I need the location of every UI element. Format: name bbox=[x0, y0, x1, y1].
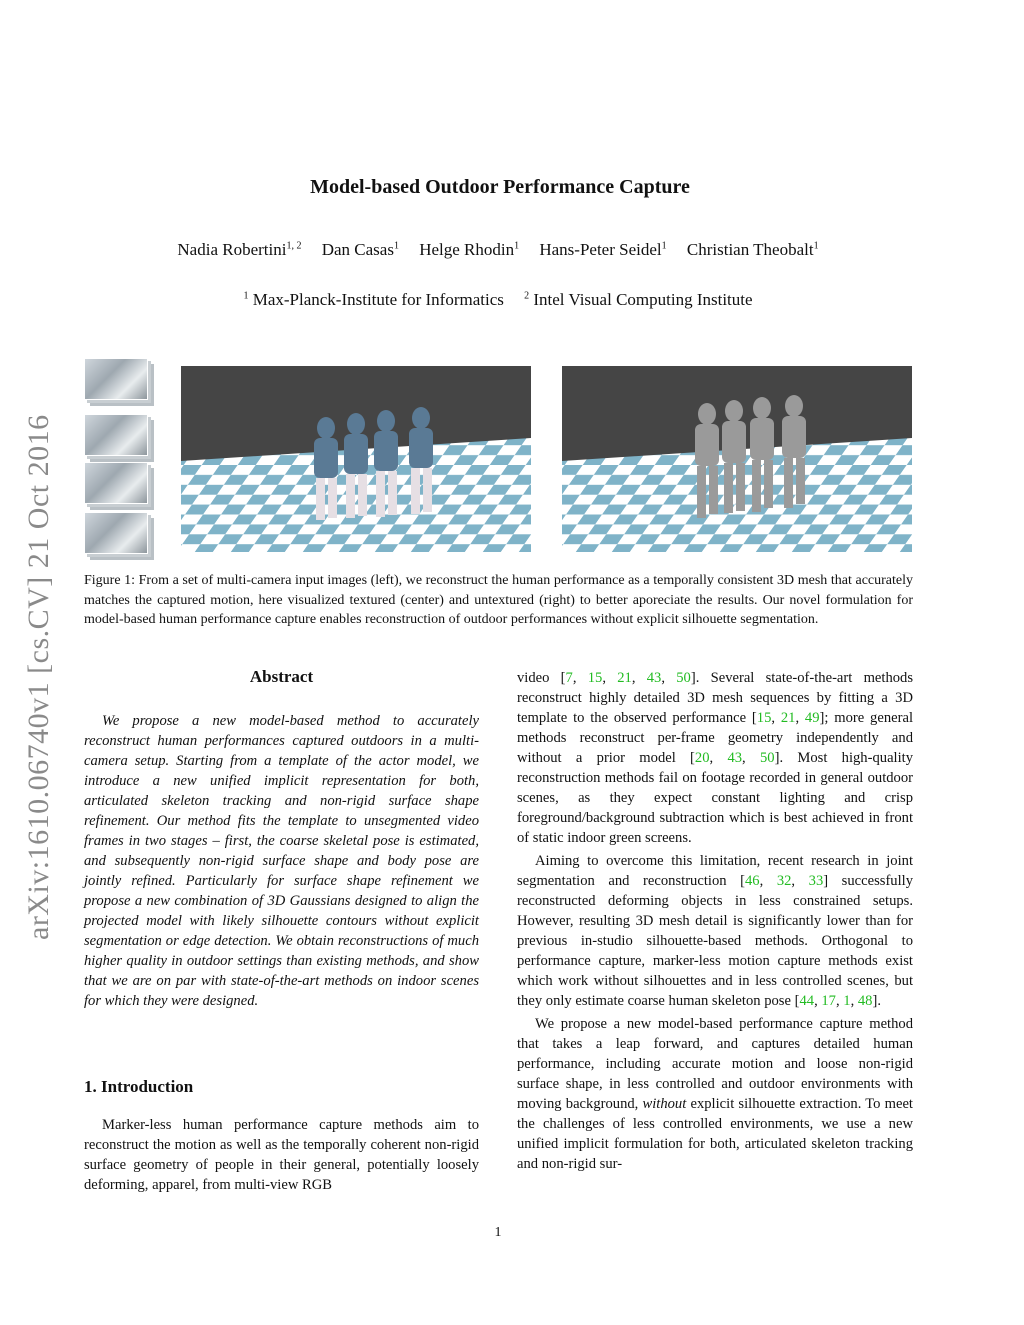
citation-link[interactable]: 15 bbox=[756, 710, 772, 726]
citation-link[interactable]: 49 bbox=[804, 710, 820, 726]
paper-title: Model-based Outdoor Performance Capture bbox=[310, 176, 690, 198]
author: Christian Theobalt$^1$ bbox=[686, 240, 819, 259]
author: Nadia Robertini$^{1, 2}$ bbox=[177, 240, 302, 259]
citation-link[interactable]: 21 bbox=[780, 710, 796, 726]
page-number: 1 bbox=[494, 1225, 502, 1240]
arxiv-identifier: arXiv:1610.06740v1 [cs.CV] 21 Oct 2016 bbox=[22, 414, 55, 940]
citation-link[interactable]: 7 bbox=[565, 670, 573, 686]
author-list bbox=[0, 240, 996, 260]
citation-link[interactable]: 44 bbox=[799, 993, 815, 1009]
citation-link[interactable]: 1 bbox=[843, 993, 851, 1009]
input-thumbnail bbox=[84, 414, 148, 456]
citation-link[interactable]: 21 bbox=[617, 670, 632, 686]
citation-link[interactable]: 46 bbox=[744, 873, 760, 889]
citation-link[interactable]: 20 bbox=[694, 750, 710, 766]
citation-link[interactable]: 50 bbox=[759, 750, 775, 766]
introduction-paragraph bbox=[84, 1115, 479, 1195]
abstract-heading: Abstract bbox=[249, 667, 314, 686]
affiliation-list bbox=[0, 290, 996, 310]
author: Helge Rhodin$^1$ bbox=[419, 240, 520, 259]
paragraph-text: Aiming to overcome this limitation, recent research in joint segmentation and reconstruction [46, 32, 33] successfully reconstructed deforming objects in less constrained setups. However, resulting 3D mesh detail is significantly lower than for previous in-studio silhouette-based methods. Orthogonal to performance capture, marker-less motion capture methods exist which work without silhouettes and in less controlled scenes, but they only estimate coarse human skeleton pose [44, 17, 1, 48]. bbox=[517, 853, 914, 1009]
citation-link[interactable]: 50 bbox=[676, 670, 691, 686]
citation-link[interactable]: 48 bbox=[857, 993, 873, 1009]
affiliation: $^1$ Max-Planck-Institute for Informatics bbox=[243, 290, 504, 309]
input-thumbnail bbox=[84, 462, 148, 504]
textured-reconstruction-image bbox=[181, 366, 531, 552]
citation-link[interactable]: 43 bbox=[646, 670, 662, 686]
citation-link[interactable]: 32 bbox=[776, 873, 792, 889]
affiliation: $^2$ Intel Visual Computing Institute bbox=[524, 290, 753, 309]
right-column-text bbox=[517, 668, 913, 1174]
paragraph-text: video [7, 15, 21, 43, 50]. Several state-of-the-art methods reconstruct highly detailed 3D mesh sequences by fitting a 3D template to the observed performance [15, 21, 49]; more general methods reconstruct per-frame geometry independently and without a prior model [20, 43, 50]. Most high-quality reconstruction methods fail on footage recorded in general outdoor scenes, as they expect constant lighting and crisp foreground/background subtraction which is best achieved in front of static indoor green screens. bbox=[517, 670, 914, 846]
untextured-reconstruction-image bbox=[562, 366, 912, 552]
citation-link[interactable]: 33 bbox=[808, 873, 824, 889]
figure-caption: Figure 1: From a set of multi-camera input images (left), we reconstruct the human performance as a temporally consistent 3D mesh that accurately matches the captured motion, here visualized textured (center) and untextured (right) to better aporeciate the results. Our novel formulation for model-based human performance capture enables reconstruction of outdoor performances without explicit silhouette segmentation. bbox=[84, 573, 913, 627]
abstract-body bbox=[84, 711, 479, 1011]
citation-link[interactable]: 43 bbox=[727, 750, 743, 766]
input-thumbnail bbox=[84, 358, 148, 400]
paragraph-text: We propose a new model-based performance capture method that takes a leap forward, and captures detailed human performance, including accurate motion and loose non-rigid surface shape, in less controlled and outdoor environments with moving background, without explicit silhouette extraction. To meet the challenges of less controlled environments, we use a new unified implicit formulation for both, articulated skeleton tracking and non-rigid sur- bbox=[517, 1016, 913, 1172]
input-thumbnail bbox=[84, 512, 148, 554]
abstract-text: We propose a new model-based method to accurately reconstruct human performances captured outdoors in a multi-camera setup. Starting from a template of the actor model, we introduce a new unified implicit representation for both, articulated skeleton tracking and non-rigid surface shape refinement. Our method fits the template to unsegmented video frames in two stages – first, the coarse skeletal pose is estimated, and subsequently non-rigid surface shape and body pose are jointly refined. Particularly for surface shape refinement we propose a new combination of 3D Gaussians designed to align the projected model with likely silhouette contours without explicit segmentation or edge detection. We obtain reconstructions of much higher quality in outdoor settings than existing methods, and show that we are on par with state-of-the-art methods on indoor scenes for which they were designed. bbox=[84, 713, 479, 1009]
author: Hans-Peter Seidel$^1$ bbox=[539, 240, 667, 259]
citation-link[interactable]: 17 bbox=[821, 993, 836, 1009]
section-heading-introduction: 1. Introduction bbox=[84, 1077, 194, 1096]
paragraph-text: Marker-less human performance capture methods aim to reconstruct the motion as well as the temporally coherent non-rigid surface geometry of people in their general, potentially loosely deforming, apparel, from multi-view RGB bbox=[84, 1117, 479, 1193]
citation-link[interactable]: 15 bbox=[587, 670, 603, 686]
author: Dan Casas$^1$ bbox=[321, 240, 399, 259]
